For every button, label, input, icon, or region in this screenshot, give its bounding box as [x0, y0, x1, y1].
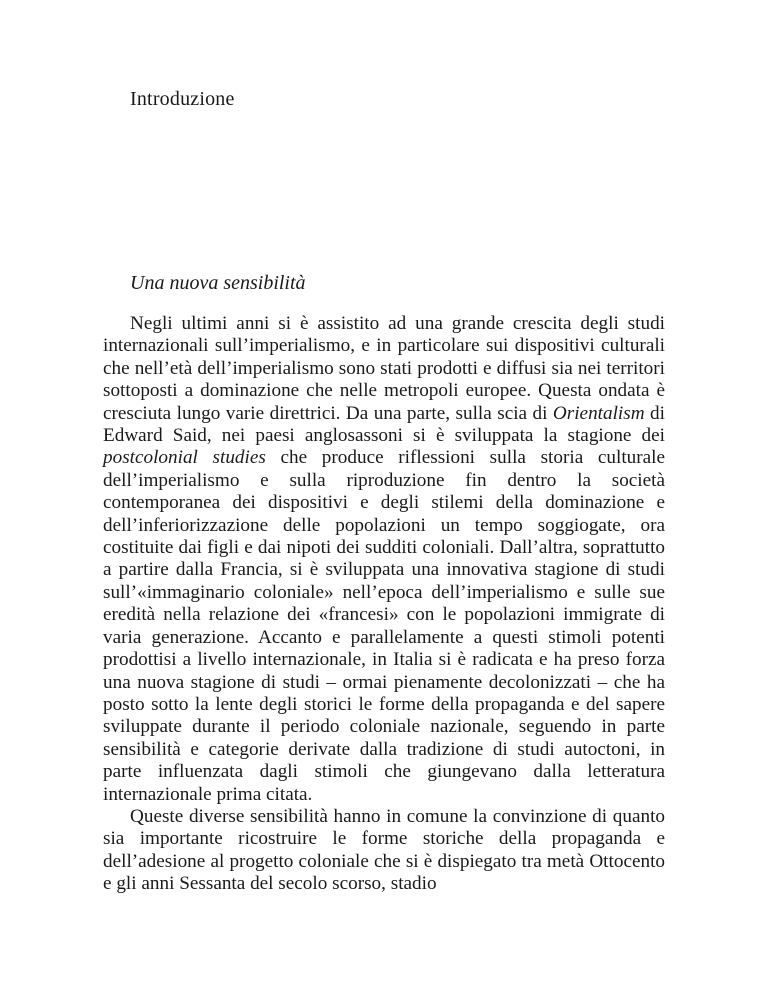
text-segment: Negli ultimi anni si è assistito ad una grande crescita degli studi internazionali sull’imperialismo, e in particolare sui dispositivi culturali che nell’età dell’imperialismo sono stati prodotti e diffusi sia nei territori sottoposti a dominazione che nelle metropoli europee. Questa ondata è cresciuta lungo varie direttrici. Da una parte, sulla scia di — [103, 313, 665, 424]
text-segment: Queste diverse sensibilità hanno in comune la convinzione di quanto sia importante ricostruire le forme storiche della propaganda e dell’adesione al progetto coloniale che si è dispiegato tra metà Ottocento e gli anni Sessanta del secolo scorso, stadio — [103, 805, 665, 895]
book-title-orientalism: Orientalism — [552, 402, 645, 424]
text-segment: che produce riflessioni sulla storia culturale dell’imperialismo e sulla riproduzione fin dentro la società contemporanea dei dispositivi e degli stilemi della dominazione e dell’inferiorizzazione delle popolazioni un tempo soggiogate, ora costituite dai figli e dai nipoti dei sudditi coloniali. Dall’altra, soprattutto a partire dalla Francia, si è sviluppata una innovativa stagione di studi sull’«immaginario coloniale» nell’epoca dell’imperialismo e sulle sue eredità nella relazione dei «francesi» con le popolazioni immigrate di varia generazione. Accanto e parallelamente a questi stimoli potenti prodottisi a livello internazionale, in Italia si è radicata e ha preso forza una nuova stagione di studi – ormai pienamente decolonizzati – che ha posto sotto la lente degli storici le forme della propaganda e del sapere sviluppate durante il periodo coloniale nazionale, seguendo in parte sensibilità e categorie derivate dalla tradizione di studi autoctoni, in parte influenzata dagli stimoli che giungevano dalla letteratura internazionale prima citata. — [103, 447, 665, 805]
text-segment: di Edward Said, nei paesi anglosassoni si è sviluppata la stagione dei — [103, 402, 665, 447]
paragraph-1 — [103, 313, 665, 806]
body-text — [103, 313, 665, 896]
term-postcolonial-studies: postcolonial studies — [103, 447, 266, 469]
paragraph-2 — [103, 806, 665, 896]
section-title: Una nuova sensibilità — [130, 272, 306, 294]
chapter-heading: Introduzione — [130, 88, 235, 110]
